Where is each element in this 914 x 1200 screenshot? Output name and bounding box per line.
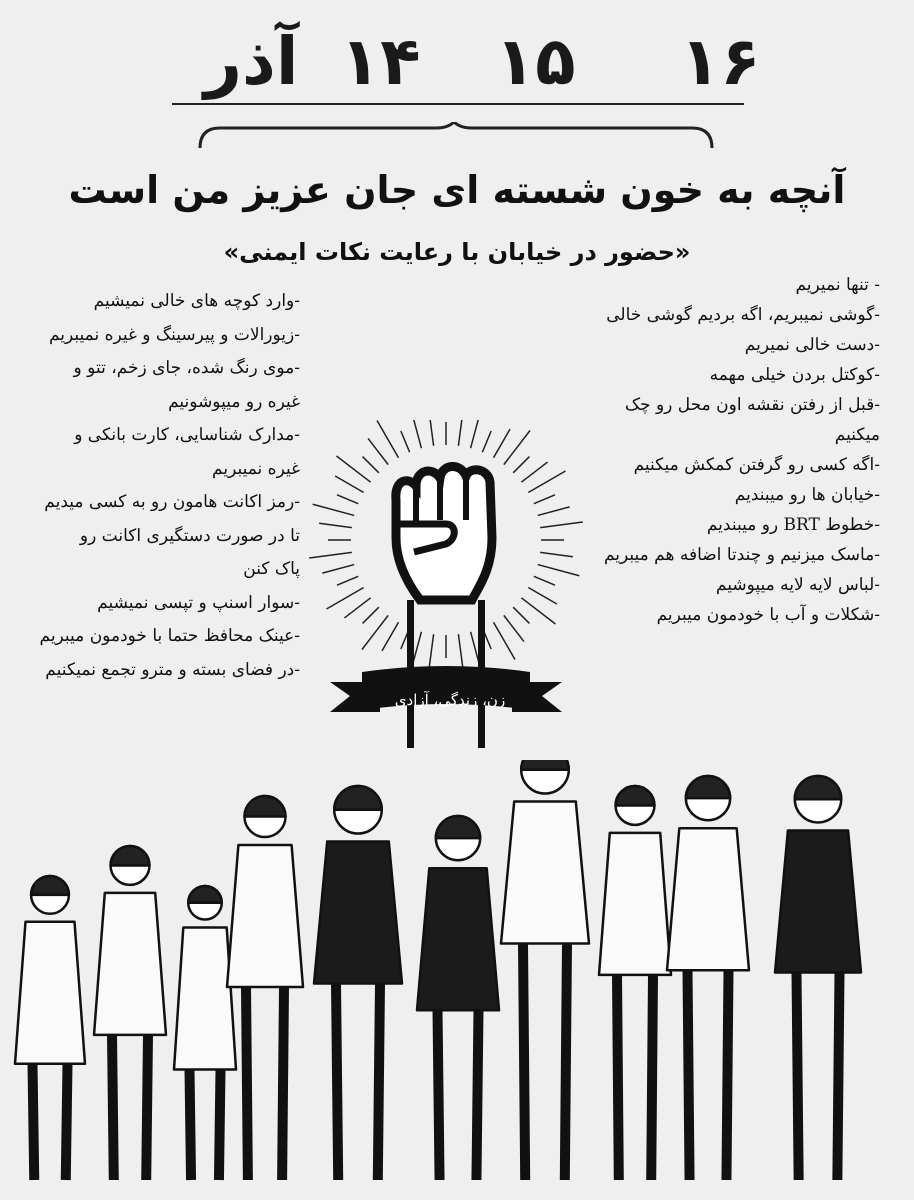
tip-item: تا در صورت دستگیری اکانت رو [79, 525, 300, 546]
group-of-people-illustration [0, 760, 914, 1200]
tip-item: -کوکتل بردن خیلی مهمه [709, 365, 880, 385]
tip-item: -خیابان ها رو میبندیم [734, 485, 880, 505]
tip-item: -عینک محافظ حتما با خودمون میبریم [39, 626, 300, 646]
tip-item: -خطوط BRT رو میبندیم [706, 515, 880, 535]
tip-item: -رمز اکانت هامون رو به کسی میدیم [44, 492, 300, 512]
tip-item: -لباس لایه لایه میپوشیم [715, 575, 880, 595]
tip-item: -اگه کسی رو گرفتن کمکش میکنیم [633, 455, 880, 475]
tip-item: -سوار اسنپ و تپسی نمیشیم [97, 592, 300, 613]
left-tips-list [40, 285, 300, 687]
date-14: ۱۴ [340, 23, 421, 100]
tip-item: -وارد کوچه های خالی نمیشیم [93, 291, 300, 311]
tip-item: میکنیم [834, 425, 880, 445]
tip-item: غیره نمیبریم [212, 458, 300, 479]
tip-item: -موی رنگ شده، جای زخم، تتو و [73, 358, 300, 378]
date-16: ۱۶ [680, 23, 761, 100]
subheadline: «حضور در خیابان با رعایت نکات ایمنی» [223, 238, 691, 266]
tip-item: غیره رو میپوشونیم [168, 391, 300, 412]
tip-item: -گوشی نمیبریم، اگه بردیم گوشی خالی [606, 305, 880, 325]
decorative-bracket [196, 122, 716, 152]
tip-item: -دست خالی نمیریم [744, 335, 880, 355]
tip-item: پاک کنن [243, 559, 300, 579]
date-header [0, 22, 914, 102]
tip-item: -زیورالات و پیرسینگ و غیره نمیبریم [48, 324, 300, 345]
month-azar: آذر [204, 23, 299, 100]
tip-item: -مدارک شناسایی، کارت بانکی و [74, 425, 300, 445]
headline: آنچه به خون شسته ای جان عزیز من است [68, 168, 846, 212]
banner-slogan: زن، زندگی، آزادی [394, 691, 506, 709]
tip-item: - تنها نمیریم [795, 275, 880, 295]
tip-item: -شکلات و آب با خودمون میبریم [656, 605, 880, 625]
tip-item: -ماسک میزنیم و چندتا اضافه هم میبریم [603, 545, 880, 565]
tip-item: -در فضای بسته و مترو تجمع نمیکنیم [45, 659, 300, 680]
tip-item: -قبل از رفتن نقشه اون محل رو چک [624, 395, 880, 415]
date-15: ۱۵ [495, 23, 576, 100]
header-divider [172, 103, 744, 105]
right-tips-list [580, 270, 880, 630]
